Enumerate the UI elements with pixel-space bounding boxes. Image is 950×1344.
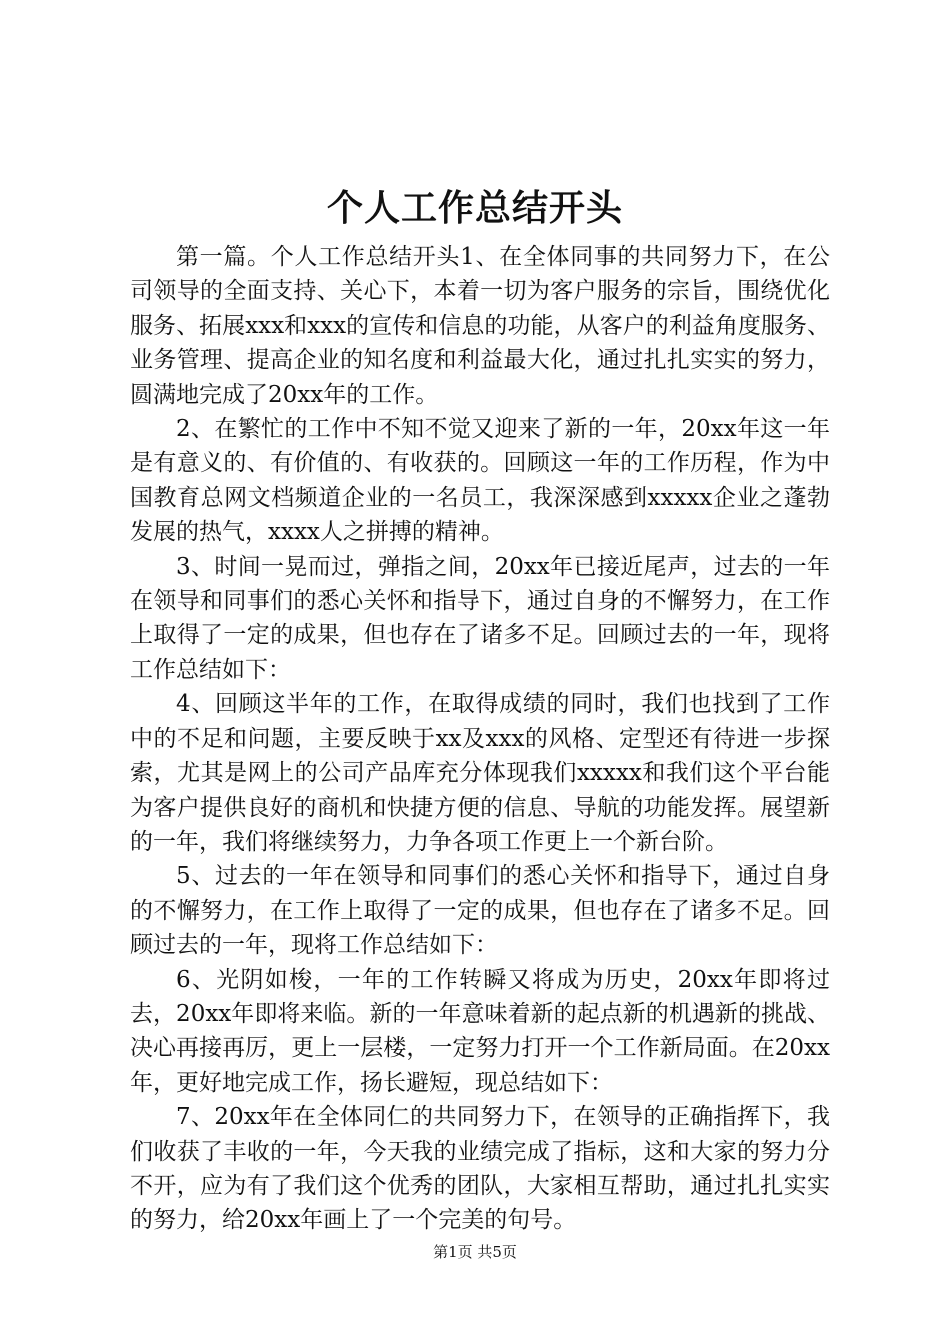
paragraph-5: 5、过去的一年在领导和同事们的悉心关怀和指导下，通过自身的不懈努力，在工作上取得了一定的成果，但也存在了诸多不足。回顾过去的一年，现将工作总结如下： (130, 863, 830, 959)
paragraph-6: 6、光阴如梭，一年的工作转瞬又将成为历史，20xx年即将过去，20xx年即将来临。新的一年意味着新的起点新的机遇新的挑战、决心再接再厉，更上一层楼，一定努力打开一个工作新局面。在20xx年，更好地完成工作，扬长避短，现总结如下： (130, 966, 830, 1096)
document-body (130, 240, 830, 1238)
page-number-footer: 第1页 共5页 (433, 1243, 517, 1261)
paragraph-4: 4、回顾这半年的工作，在取得成绩的同时，我们也找到了工作中的不足和问题，主要反映于xx及xxx的风格、定型还有待进一步探索，尤其是网上的公司产品库充分体现我们xxxxx和我们这个平台能为客户提供良好的商机和快捷方便的信息、导航的功能发挥。展望新的一年，我们将继续努力，力争各项工作更上一个新台阶。 (130, 691, 830, 855)
document-title: 个人工作总结开头 (326, 187, 623, 229)
paragraph-7: 7、20xx年在全体同仁的共同努力下，在领导的正确指挥下，我们收获了丰收的一年，今天我的业绩完成了指标，这和大家的努力分不开，应为有了我们这个优秀的团队，大家相互帮助，通过扎扎实实的努力，给20xx年画上了一个完美的句号。 (130, 1104, 830, 1234)
paragraph-3: 3、时间一晃而过，弹指之间，20xx年已接近尾声，过去的一年在领导和同事们的悉心关怀和指导下，通过自身的不懈努力，在工作上取得了一定的成果，但也存在了诸多不足。回顾过去的一年，现将工作总结如下： (130, 553, 830, 683)
paragraph-2: 2、在繁忙的工作中不知不觉又迎来了新的一年，20xx年这一年是有意义的、有价值的、有收获的。回顾这一年的工作历程，作为中国教育总网文档频道企业的一名员工，我深深感到xxxxx企业之蓬勃发展的热气，xxxx人之拼搏的精神。 (130, 416, 830, 546)
paragraph-1: 第一篇。个人工作总结开头1、在全体同事的共同努力下，在公司领导的全面支持、关心下，本着一切为客户服务的宗旨，围绕优化服务、拓展xxx和xxx的宣传和信息的功能，从客户的利益角度服务、业务管理、提高企业的知名度和利益最大化，通过扎扎实实的努力，圆满地完成了20xx年的工作。 (130, 244, 830, 408)
